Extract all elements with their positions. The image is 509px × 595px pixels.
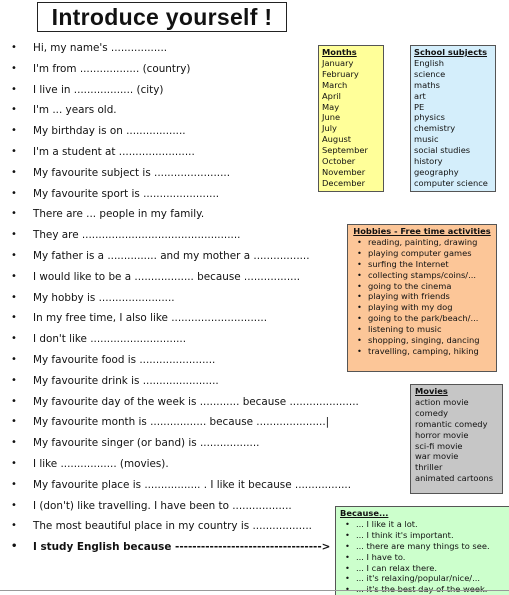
prompt-text: My favourite food is ....................... [33,353,216,366]
prompt-item [0,267,359,288]
subjects-item [414,156,492,167]
prompt-item [0,475,359,496]
hobbies-heading: Hobbies - Free time activities [353,226,491,236]
months-item-text: October [322,156,356,167]
prompt-text: I study English because ----------------------------------> [33,541,331,554]
months-box [318,45,384,192]
hobbies-item-text: collecting stamps/coins/... [368,269,476,280]
months-item-text: February [322,68,359,79]
because-item-text: ... I have to. [356,551,406,562]
prompt-item [0,288,359,309]
months-item-text: July [322,123,337,134]
subjects-item-text: computer science [414,177,488,188]
months-item-text: March [322,79,348,90]
movies-box [410,384,503,494]
bullet-icon: • [11,457,17,469]
school-subjects-heading: School subjects [414,47,488,57]
subjects-item-text: history [414,156,443,167]
because-item [340,563,505,574]
prompt-item [0,225,359,246]
subjects-item [414,145,492,156]
movies-item-text: sci-fi movie [415,440,463,451]
bullet-icon: • [345,540,350,551]
months-item [322,178,380,189]
bullet-icon: • [11,395,17,407]
subjects-item [414,178,492,189]
bullet-icon: • [11,187,17,199]
bullet-icon: • [11,270,17,282]
movies-item-text: thriller [415,462,443,473]
months-item [322,156,380,167]
movies-item [415,408,498,419]
bullet-icon: • [11,166,17,178]
because-box [335,506,509,595]
months-item [322,91,380,102]
subjects-item-text: art [414,90,426,101]
hobbies-item [352,335,492,346]
movies-item [415,397,498,408]
prompt-list [0,38,359,558]
subjects-item-text: geography [414,166,459,177]
prompt-text: In my free time, I also like ............................. [33,312,267,325]
subjects-item [414,134,492,145]
bullet-icon: • [357,280,362,291]
bullet-icon: • [357,291,362,302]
hobbies-item [352,259,492,270]
months-item [322,58,380,69]
subjects-item-text: physics [414,112,445,123]
prompt-item [0,308,359,329]
prompt-text: My favourite drink is ....................... [33,374,219,387]
bullet-icon: • [357,236,362,247]
bullet-icon: • [11,478,17,490]
bullet-icon: • [11,229,17,241]
hobbies-item [352,324,492,335]
prompt-item [0,350,359,371]
months-item-text: August [322,134,352,145]
subjects-item [414,91,492,102]
bullet-icon: • [357,258,362,269]
bullet-icon: • [11,104,17,116]
hobbies-item-text: surfing the Internet [368,258,449,269]
because-item-text: ... it's relaxing/popular/nice/... [356,573,481,584]
months-item [322,167,380,178]
prompt-item [0,59,359,80]
prompt-item [0,496,359,517]
prompt-text: The most beautiful place in my country is .................. [33,520,312,533]
bullet-icon: • [357,324,362,335]
prompt-item [0,38,359,59]
school-subjects-list [414,58,492,189]
months-item [322,134,380,145]
hobbies-item-text: going to the park/beach/... [368,313,479,324]
subjects-item [414,167,492,178]
prompt-text: Hi, my name's ................. [33,42,168,54]
subjects-item-text: PE [414,101,425,112]
because-heading: Because... [340,508,389,518]
bullet-icon: • [345,518,350,529]
bullet-icon: • [11,42,17,53]
prompt-text: I live in .................. (city) [33,83,164,96]
prompt-text: My favourite place is ................. . I like it because ................. [33,478,352,491]
subjects-item-text: English [414,57,444,68]
because-item-text: ... I think it's important. [356,529,454,540]
bullet-icon: • [11,416,17,428]
hobbies-item-text: going to the cinema [368,280,452,291]
prompt-text: My favourite singer (or band) is .................. [33,437,260,450]
bullet-icon: • [357,269,362,280]
hobbies-item [352,302,492,313]
school-subjects-box [410,45,496,192]
months-item-text: April [322,90,341,101]
movies-item [415,419,498,430]
prompt-item [0,100,359,121]
subjects-item [414,80,492,91]
months-list [322,58,380,189]
prompt-text: I don't like ............................. [33,333,187,346]
prompt-text: They are ................................................ [33,229,241,242]
bullet-icon: • [11,520,17,532]
because-item [340,519,505,530]
bullet-icon: • [345,551,350,562]
prompt-text: I'm ... years old. [33,104,117,117]
prompt-item [0,412,359,433]
months-item [322,112,380,123]
because-item [340,573,505,584]
prompt-item [0,433,359,454]
bullet-icon: • [11,437,17,449]
bullet-icon: • [11,125,17,137]
months-item [322,80,380,91]
movies-list [415,397,498,484]
prompt-text: My father is a ............... and my mother a ................. [33,249,310,262]
bullet-icon: • [11,312,17,324]
because-list [340,519,505,595]
subjects-item-text: chemistry [414,123,456,134]
bullet-icon: • [11,208,17,220]
movies-item-text: romantic comedy [415,418,488,429]
prompt-item [0,371,359,392]
hobbies-item-text: travelling, camping, hiking [368,345,479,356]
subjects-item-text: maths [414,79,441,90]
because-item [340,552,505,563]
bullet-icon: • [357,345,362,356]
hobbies-list [352,237,492,357]
months-item [322,102,380,113]
bullet-icon: • [345,562,350,573]
prompt-item [0,329,359,350]
hobbies-item-text: shopping, singing, dancing [368,335,480,346]
hobbies-item [352,346,492,357]
because-item [340,530,505,541]
bullet-icon: • [345,529,350,540]
because-item-text: ... I can relax there. [356,562,438,573]
movies-item [415,462,498,473]
movies-item [415,451,498,462]
subjects-item [414,123,492,134]
months-item-text: December [322,177,366,188]
prompt-item [0,454,359,475]
prompt-text: My favourite sport is ....................... [33,187,220,200]
months-item [322,123,380,134]
movies-item [415,441,498,452]
bullet-icon: • [11,353,17,365]
prompt-text: My birthday is on .................. [33,125,186,138]
subjects-item [414,102,492,113]
page-bottom-divider [0,590,509,591]
prompt-item [0,163,359,184]
subjects-item [414,112,492,123]
months-item-text: November [322,166,366,177]
subjects-item [414,69,492,80]
worksheet-title: Introduce yourself ! [37,2,287,32]
hobbies-box [347,224,497,372]
bullet-icon: • [357,313,362,324]
prompt-item [0,142,359,163]
hobbies-item [352,237,492,248]
subjects-item-text: music [414,134,439,145]
subjects-item [414,58,492,69]
prompt-text: My favourite subject is ....................... [33,166,230,179]
because-item [340,541,505,552]
hobbies-item [352,313,492,324]
prompt-item [0,246,359,267]
months-item-text: June [322,112,341,123]
hobbies-item [352,248,492,259]
hobbies-item [352,291,492,302]
movies-heading: Movies [415,386,448,396]
movies-item-text: comedy [415,407,449,418]
bullet-icon: • [345,573,350,584]
prompt-text: My favourite month is ................. because .....................| [33,416,330,429]
movies-item [415,430,498,441]
prompt-item [0,392,359,413]
hobbies-item [352,270,492,281]
hobbies-item-text: reading, painting, drawing [368,236,478,247]
prompt-text: I would like to be a .................. because ................. [33,270,301,283]
bullet-icon: • [11,374,17,386]
bullet-icon: • [357,335,362,346]
prompt-text: There are ... people in my family. [33,208,205,221]
prompt-item [0,121,359,145]
because-item-text: ... there are many things to see. [356,540,490,551]
prompt-text: I'm from .................. (country) [33,62,191,75]
bullet-icon: • [357,302,362,313]
prompt-item [0,516,359,537]
hobbies-item-text: listening to music [368,324,442,335]
months-item-text: January [322,57,354,68]
prompt-text: I (don't) like travelling. I have been to .................. [33,499,292,512]
subjects-item-text: social studies [414,145,471,156]
movies-item [415,473,498,484]
bullet-icon: • [11,541,18,553]
prompt-item [0,80,359,101]
bullet-icon: • [11,333,17,345]
prompt-item [0,204,359,225]
bullet-icon: • [357,247,362,258]
bullet-icon: • [11,291,17,303]
movies-item-text: horror movie [415,429,469,440]
months-heading: Months [322,47,357,57]
prompt-text: My hobby is ....................... [33,291,175,304]
prompt-item [0,537,359,558]
months-item [322,69,380,80]
hobbies-item [352,281,492,292]
bullet-icon: • [11,499,17,511]
prompt-text: My favourite day of the week is ............ because ..................... [33,395,359,408]
months-item [322,145,380,156]
prompt-item [0,184,359,205]
months-item-text: May [322,101,340,112]
movies-item-text: action movie [415,396,469,407]
movies-item-text: animated cartoons [415,473,494,484]
bullet-icon: • [11,145,17,157]
hobbies-item-text: playing computer games [368,247,472,258]
movies-item-text: war movie [415,451,459,462]
subjects-item-text: science [414,68,446,79]
hobbies-item-text: playing with friends [368,291,450,302]
months-item-text: September [322,145,368,156]
prompt-text: I'm a student at ....................... [33,145,195,158]
prompt-text: I like ................. (movies). [33,457,169,470]
hobbies-item-text: playing with my dog [368,302,453,313]
because-item-text: ... I like it a lot. [356,518,418,529]
bullet-icon: • [11,249,17,261]
bullet-icon: • [11,62,17,74]
bullet-icon: • [11,83,17,95]
